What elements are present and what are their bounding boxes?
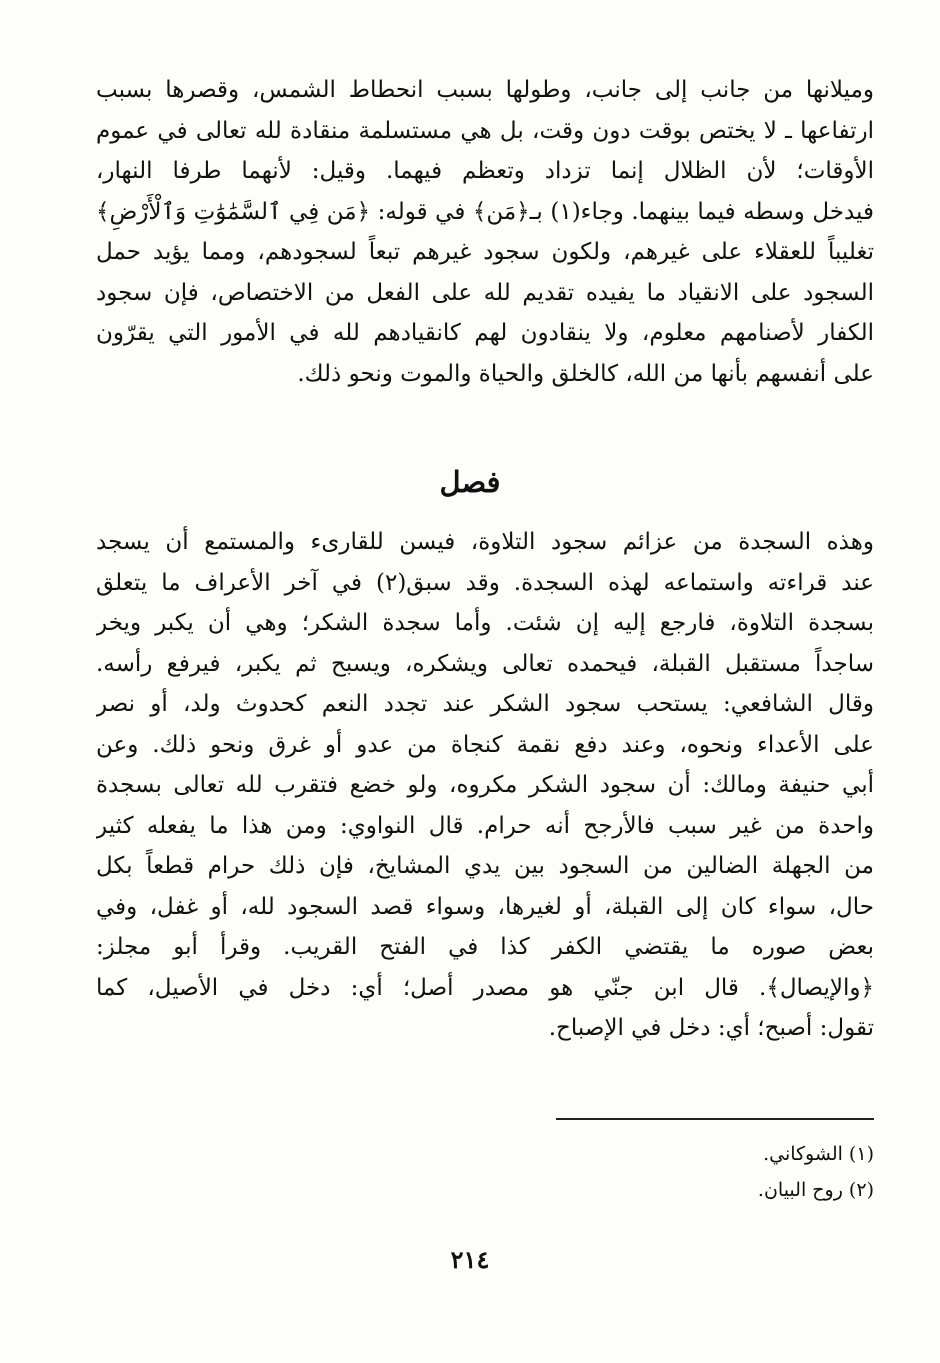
text-line: ساجداً مستقبل القبلة، فيحمده تعالى ويشكره، ويسبح ثم يكبر، فيرفع رأسه. [96,650,874,677]
text-line: تغليباً للعقلاء على غيرهم، ولكون سجود غيرهم تبعاً لسجودهم، ومما يؤيد حمل [96,239,874,265]
footnote-1: (١) الشوكاني. [763,1143,874,1165]
text-line: عند قراءته واستماعه لهذه السجدة. وقد سبق(٢) في آخر الأعراف ما يتعلق [96,569,874,596]
text-line: وهذه السجدة من عزائم سجود التلاوة، فيسن للقارىء والمستمع أن يسجد [96,529,874,555]
text-line: ﴿والإيصال﴾. قال ابن جنّي هو مصدر أصل؛ أي: دخل في الأصيل، كما [96,974,874,1001]
text-line: من الجهلة الضالين من السجود بين يدي المشايخ، فإن ذلك حرام قطعاً بكل [96,853,874,879]
page-number: ٢١٤ [450,1245,490,1274]
section-heading: فصل [439,465,501,499]
text-line: بعض صوره ما يقتضي الكفر كذا في الفتح القريب. وقرأ أبو مجلز: [96,934,874,960]
footnote-divider [556,1118,874,1120]
footnotes [500,1136,874,1208]
text-line: واحدة من غير سبب فالأرجح أنه حرام. قال النواوي: ومن هذا ما يفعله كثير [96,812,874,839]
paragraph-bottom [96,522,874,1049]
text-line: فيدخل وسطه فيما بينهما. وجاء(١) بـ﴿مَن﴾ في قوله: ﴿مَن فِي ٱلسَّمَٰوَٰتِ وَٱلْأَرْضِ﴾ [96,198,874,225]
text-line: حال، سواء كان إلى القبلة، أو لغيرها، وسواء قصد السجود لله، أو غفل، وفي [96,893,874,920]
paragraph-top [96,70,874,394]
text-line: السجود على الانقياد ما يفيده تقديم لله على الفعل من الاختصاص، فإن سجود [96,279,874,306]
text-line: وقال الشافعي: يستحب سجود الشكر عند تجدد النعم كحدوث ولد، أو نصر [96,691,874,717]
text-line: على أنفسهم بأنها من الله، كالخلق والحياة والموت ونحو ذلك. [297,360,874,387]
text-line: الأوقات؛ لأن الظلال إنما تزداد وتعظم فيهما. وقيل: لأنهما طرفا النهار، [96,158,874,184]
text-line: على الأعداء ونحوه، وعند دفع نقمة كنجاة من عدو أو غرق ونحو ذلك. وعن [96,731,874,758]
footnote-2: (٢) روح البيان. [757,1179,874,1201]
text-line: وميلانها من جانب إلى جانب، وطولها بسبب انحطاط الشمس، وقصرها بسبب [96,77,874,103]
text-line: الكفار لأصنامهم معلوم، ولا ينقادون لهم كانقيادهم لله في الأمور التي يقرّون [96,320,874,346]
text-line: تقول: أصبح؛ أي: دخل في الإصباح. [548,1015,874,1041]
text-line: أبي حنيفة ومالك: أن سجود الشكر مكروه، ولو خضع فتقرب لله تعالى بسجدة [96,772,874,798]
text-line: بسجدة التلاوة، فارجع إليه إن شئت. وأما سجدة الشكر؛ وهي أن يكبر ويخر [96,610,874,636]
text-line: ارتفاعها ـ لا يختص بوقت دون وقت، بل هي مستسلمة منقادة لله تعالى في عموم [96,117,874,144]
